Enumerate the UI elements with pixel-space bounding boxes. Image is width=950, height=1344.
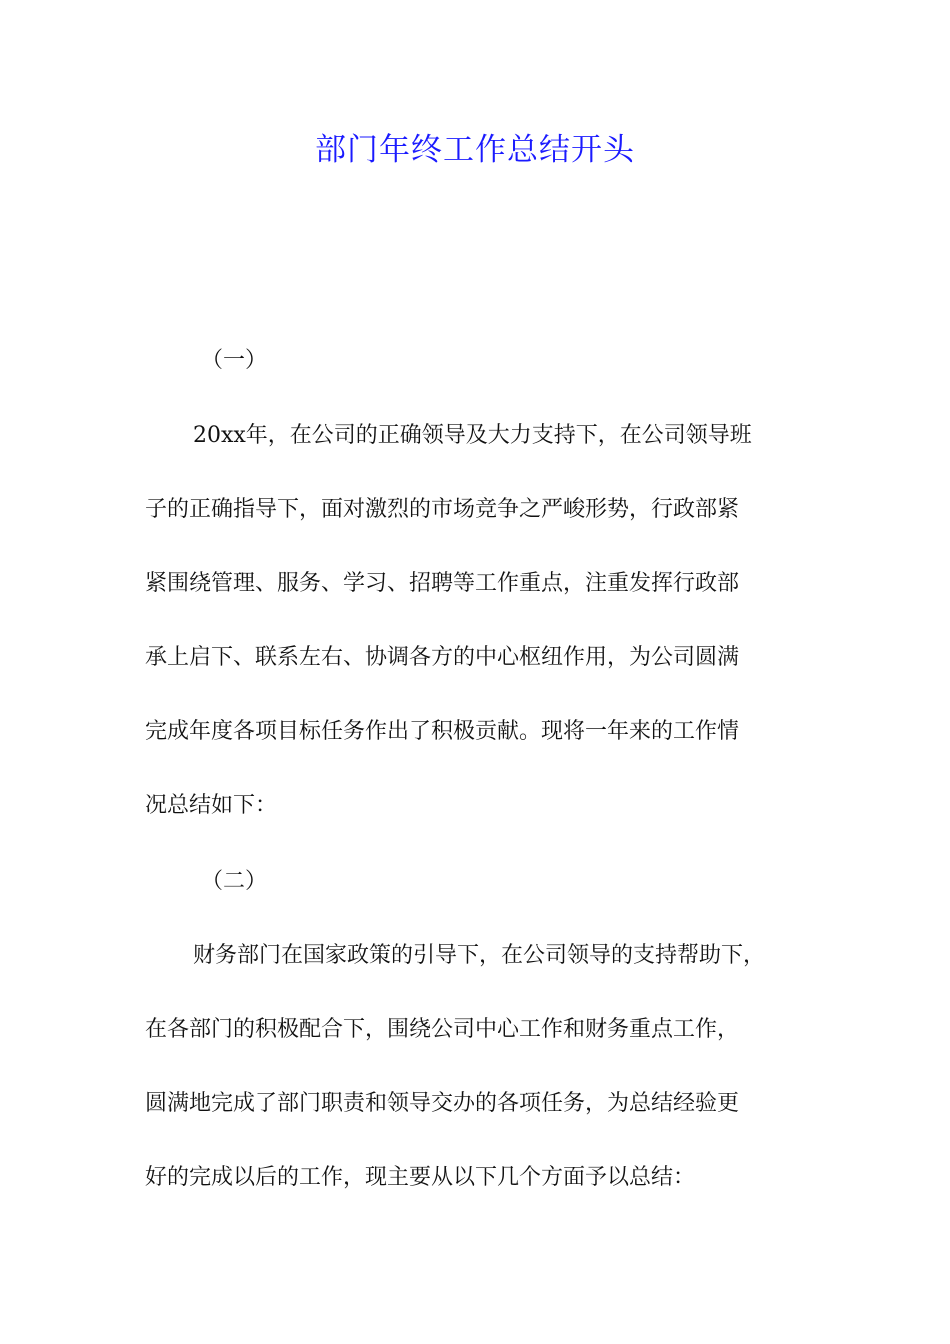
section-1-line: 完成年度各项目标任务作出了积极贡献。现将一年来的工作情 — [145, 719, 740, 744]
section-1-line: 20xx年，在公司的正确领导及大力支持下，在公司领导班 — [193, 423, 752, 448]
section-2-heading: （二） — [201, 869, 268, 894]
section-1-heading: （一） — [201, 348, 268, 373]
section-2-line: 好的完成以后的工作，现主要从以下几个方面予以总结： — [145, 1165, 696, 1190]
section-1-line: 承上启下、联系左右、协调各方的中心枢纽作用，为公司圆满 — [145, 645, 740, 670]
section-2-line: 财务部门在国家政策的引导下，在公司领导的支持帮助下， — [193, 943, 766, 968]
section-1-line: 况总结如下： — [145, 793, 278, 818]
section-2-line: 圆满地完成了部门职责和领导交办的各项任务，为总结经验更 — [145, 1091, 740, 1116]
section-2-line: 在各部门的积极配合下，围绕公司中心工作和财务重点工作， — [145, 1017, 740, 1042]
section-1-line: 子的正确指导下，面对激烈的市场竞争之严峻形势，行政部紧 — [145, 497, 740, 522]
document-title: 部门年终工作总结开头 — [315, 132, 635, 168]
section-1-line: 紧围绕管理、服务、学习、招聘等工作重点，注重发挥行政部 — [145, 571, 740, 596]
